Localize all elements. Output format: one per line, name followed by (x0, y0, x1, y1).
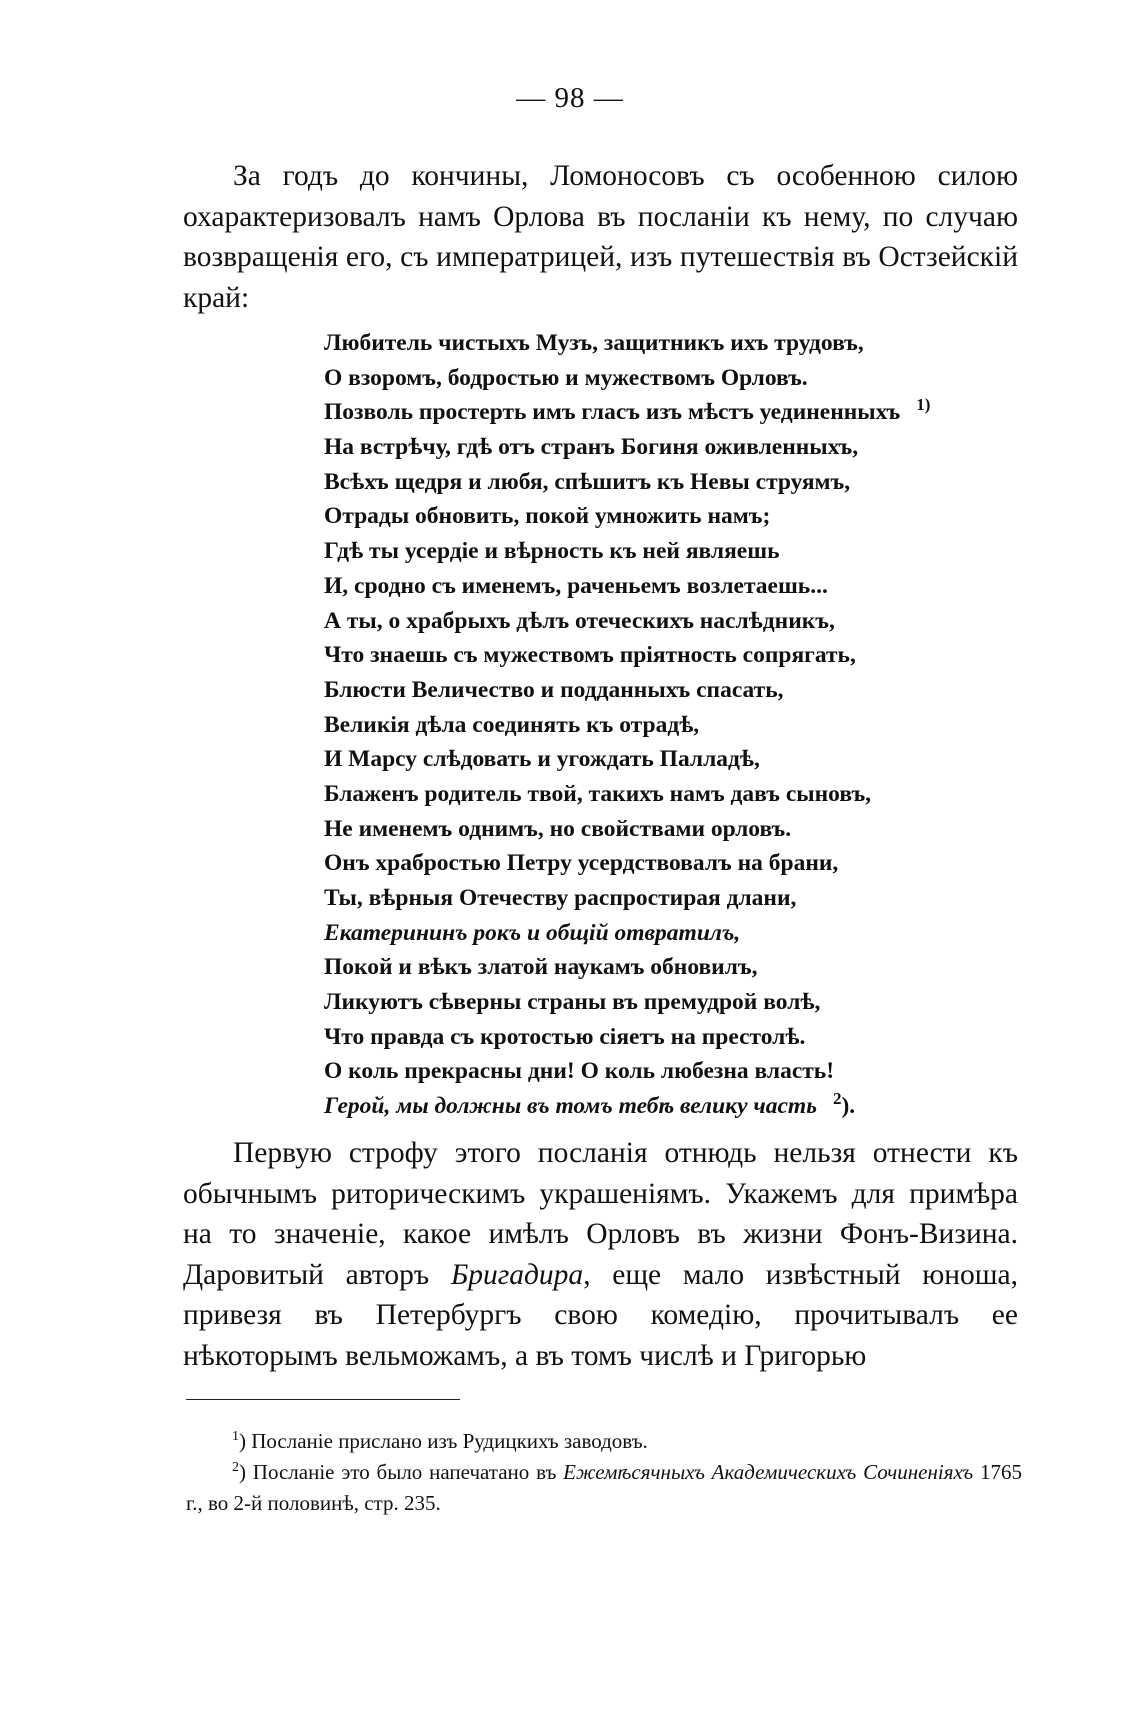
body-text-italic-title: Бригадира (450, 1258, 584, 1291)
page-number: — 98 — (516, 82, 624, 114)
verse-line-19: Покой и вѣкъ златой наукамъ обновилъ, (324, 954, 758, 981)
footnote-1 (186, 1426, 1022, 1457)
verse-line-15: Не именемъ однимъ, но свойствами орловъ. (324, 815, 792, 842)
verse-line-23-text: Герой, мы должны въ томъ тебѣ велику часть (324, 1093, 817, 1120)
intro-text: За годъ до кончины, Ломоносовъ съ особенною силою охарактеризовалъ намъ Орлова въ посланіи къ нему, по случаю возвращенія его, съ императрицей, изъ путешествія въ Остзейскій край: (183, 160, 1018, 314)
body-paragraph (183, 1133, 1018, 1376)
footnote-2-mark: 2 (232, 1460, 239, 1475)
verse-line-8: И, сродно съ именемъ, раченьемъ возлетаешь... (324, 572, 828, 599)
footnote-1-mark: 1 (232, 1429, 239, 1444)
body-text-part1: Первую строфу этого посланія отнюдь нельзя отнести къ обычнымъ риторическимъ украшеніямъ. Укажемъ для примѣра на то значеніе, какое имѣлъ Орловъ въ жизни Фонъ-Визина. Даровитый авторъ (183, 1137, 1018, 1291)
intro-paragraph (183, 156, 1018, 318)
verse-line-12: Великія дѣла соединять къ отрадѣ, (324, 711, 700, 738)
verse-line-23 (324, 1089, 1024, 1124)
verse-line-22: О коль прекрасны дни! О коль любезна власть! (324, 1058, 835, 1085)
verse-line-14: Блаженъ родитель твой, такихъ намъ давъ сыновъ, (324, 780, 872, 807)
footnote-ref-1[interactable]: 1) (916, 395, 931, 415)
footnote-ref-2[interactable]: 2 (832, 1089, 842, 1109)
verse-line-16: Онъ храбростью Петру усердствовалъ на брани, (324, 850, 839, 877)
verse-line-20: Ликуютъ сѣверны страны въ премудрой волѣ, (324, 989, 821, 1016)
body-text (183, 1133, 1018, 1376)
verse-line-11: Блюсти Величество и подданныхъ спасать, (324, 676, 784, 703)
footnote-1-text: ) Посланіе прислано изъ Рудицкихъ заводовъ. (239, 1429, 648, 1453)
footnotes (186, 1426, 1022, 1519)
verse-line-3-text: Позволь простерть имъ гласъ изъ мѣстъ уединенныхъ (324, 399, 901, 426)
footnote-2-source: Ежемѣсячныхъ Академическихъ Сочиненіяхъ (563, 1460, 974, 1484)
verse-line-5: Всѣхъ щедря и любя, спѣшитъ къ Невы струямъ, (324, 468, 851, 495)
verse-line-4: На встрѣчу, гдѣ отъ странъ Богиня оживленныхъ, (324, 434, 859, 461)
verse-line-18: Екатерининъ рокъ и общій отвратилъ, (324, 919, 741, 946)
verse-line-1: Любитель чистыхъ Музъ, защитникъ ихъ трудовъ, (324, 330, 864, 356)
body-text-part2: , еще мало извѣстный юноша, привезя въ Петербургъ свою комедію, прочитывалъ ее нѣкоторымъ вельможамъ, а въ томъ числѣ и Григорью (183, 1258, 1018, 1372)
verse-line-17: Ты, вѣрныя Отечеству распростирая длани, (324, 885, 797, 911)
verse-line-9: А ты, о храбрыхъ дѣлъ отеческихъ наслѣдникъ, (324, 607, 835, 634)
verse-line-6: Отрады обновить, покой умножить намъ; (324, 503, 771, 530)
verse-line-10: Что знаешь съ мужествомъ пріятность сопрягать, (324, 642, 856, 669)
footnote-2-pre: ) Посланіе это было напечатано въ (239, 1460, 564, 1484)
verse-line-2: О взоромъ, бодростью и мужествомъ Орловъ. (324, 364, 808, 391)
verse-line-3 (324, 395, 1024, 430)
poem-epistle (324, 326, 1024, 1124)
footnote-2-post: 1765 г., во 2-й половинѣ, стр. 235. (186, 1460, 1022, 1515)
verse-line-23-tail: ). (841, 1093, 856, 1120)
footnote-2 (186, 1457, 1022, 1519)
verse-line-7: Гдѣ ты усердіе и вѣрность къ ней являешь (324, 538, 780, 565)
verse-line-21: Что правда съ кротостью сіяетъ на престолѣ. (324, 1023, 806, 1050)
footnote-separator (186, 1399, 460, 1400)
verse-line-13: И Марсу слѣдовать и угождать Палладѣ, (324, 746, 760, 773)
